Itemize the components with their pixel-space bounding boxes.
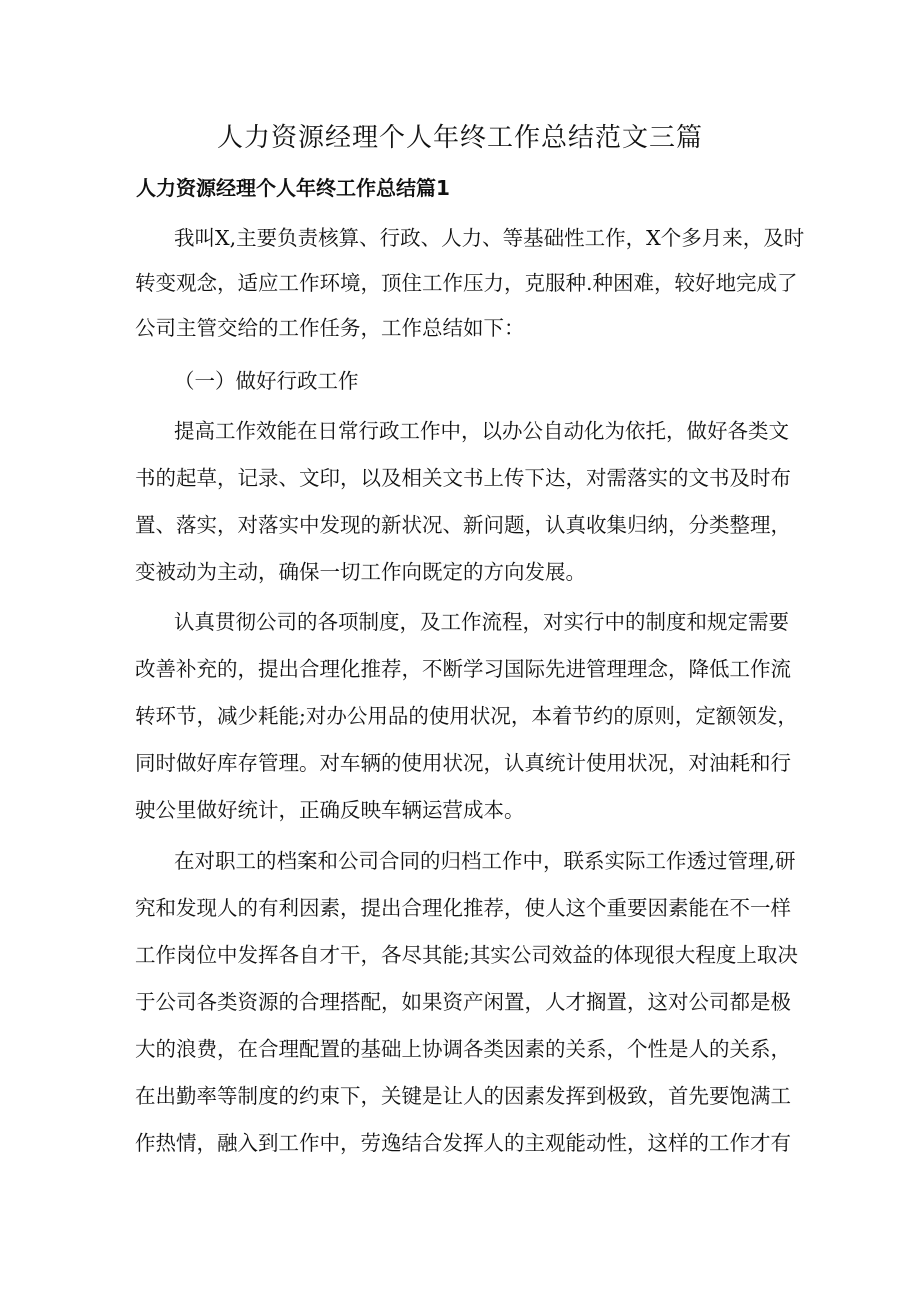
paragraph-line: 作热情，融入到工作中，劳逸结合发挥人的主观能动性，这样的工作才有 <box>135 1131 791 1155</box>
paragraph-line: 工作岗位中发挥各自才干，各尽其能;其实公司效益的体现很大程度上取决 <box>135 943 798 967</box>
paragraph-line: 提高工作效能在日常行政工作中，以办公自动化为依托，做好各类文 <box>174 419 789 443</box>
paragraph-line: 驶公里做好统计，正确反映车辆运营成本。 <box>135 798 525 822</box>
paragraph-line: 究和发现人的有利因素，提出合理化推荐，使人这个重要因素能在不一样 <box>135 896 791 920</box>
paragraph-line: 大的浪费，在合理配置的基础上协调各类因素的关系，个性是人的关系， <box>135 1037 791 1061</box>
paragraph-line: 转变观念，适应工作环境，顶住工作压力，克服种.种困难，较好地完成了 <box>135 271 798 295</box>
paragraph-line: 在对职工的档案和公司合同的归档工作中，联系实际工作透过管理,研 <box>174 849 796 873</box>
paragraph-line: 变被动为主动，确保一切工作向既定的方向发展。 <box>135 560 586 584</box>
paragraph-line: 公司主管交给的工作任务，工作总结如下： <box>135 316 525 340</box>
paragraph-line: 我叫X,主要负责核算、行政、人力、等基础性工作，X个多月来，及时 <box>174 226 805 250</box>
subsection-heading: （一）做好行政工作 <box>174 369 359 393</box>
paragraph-line: 置、落实，对落实中发现的新状况、新问题，认真收集归纳，分类整理， <box>135 513 791 537</box>
paragraph-line: 于公司各类资源的合理搭配，如果资产闲置，人才搁置，这对公司都是极 <box>135 990 791 1014</box>
paragraph-line: 书的起草，记录、文印，以及相关文书上传下达，对需落实的文书及时布 <box>135 466 791 490</box>
paragraph-line: 同时做好库存管理。对车辆的使用状况，认真统计使用状况，对油耗和行 <box>135 751 791 775</box>
document-title: 人力资源经理个人年终工作总结范文三篇 <box>216 123 703 153</box>
paragraph-line: 转环节，减少耗能;对办公用品的使用状况，本着节约的原则，定额领发， <box>135 704 798 728</box>
paragraph-line: 改善补充的，提出合理化推荐，不断学习国际先进管理理念，降低工作流 <box>135 657 791 681</box>
paragraph-line: 在出勤率等制度的约束下，关键是让人的因素发挥到极致，首先要饱满工 <box>135 1084 791 1108</box>
section-heading: 人力资源经理个人年终工作总结篇1 <box>136 176 450 200</box>
paragraph-line: 认真贯彻公司的各项制度，及工作流程，对实行中的制度和规定需要 <box>174 610 789 634</box>
